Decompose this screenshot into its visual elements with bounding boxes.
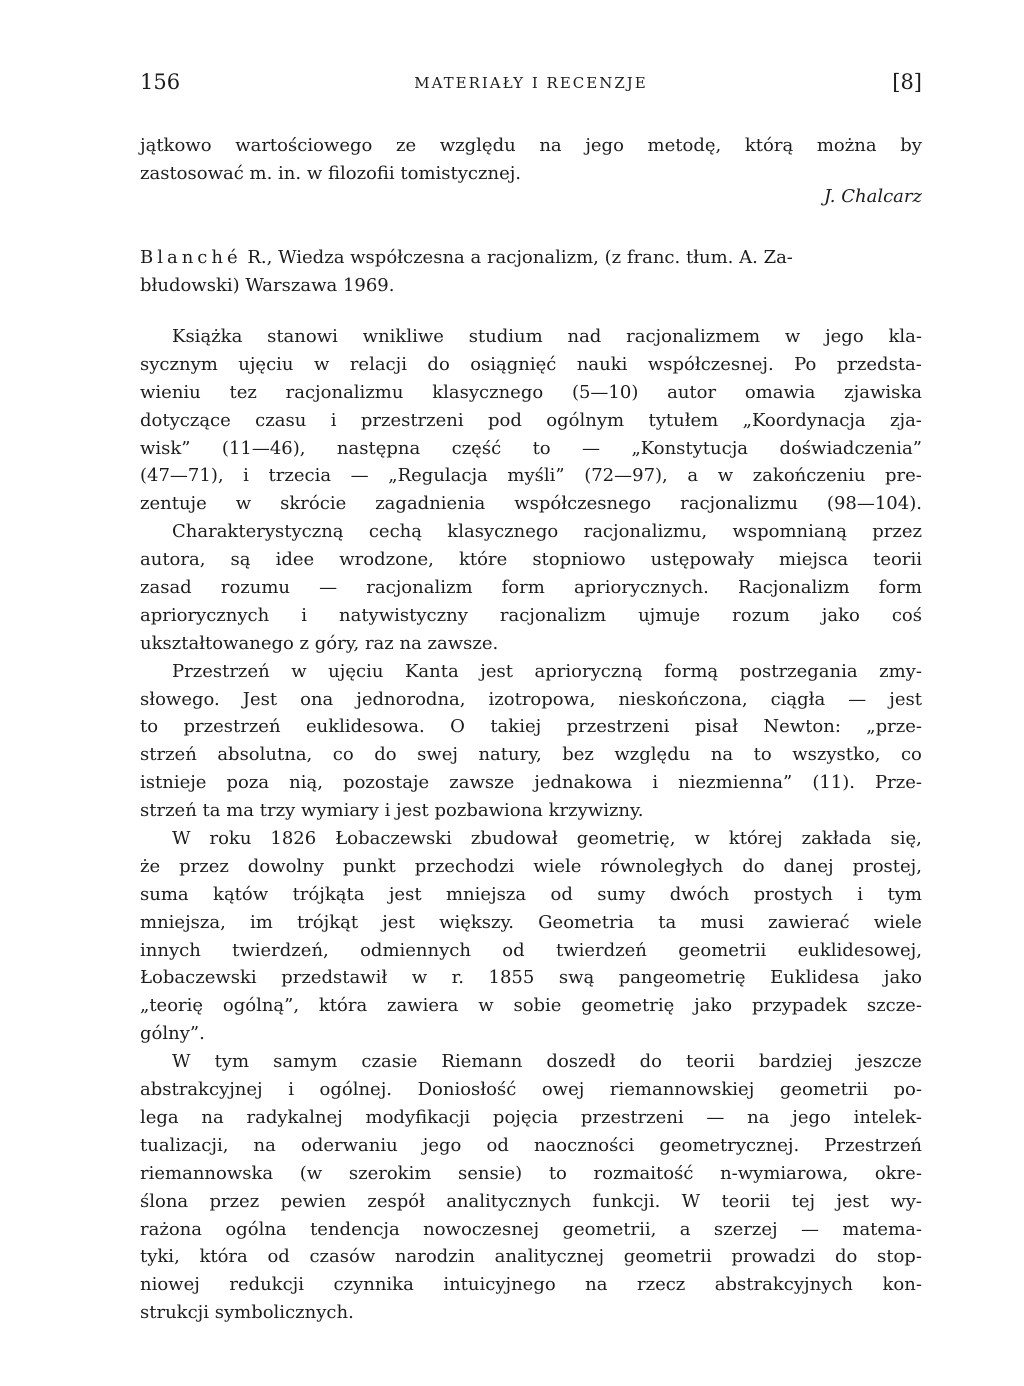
text-line: ślona przez pewien zespół analitycznych funkcji. W teorii tej jest wy- [140, 1190, 922, 1212]
text-line: ukształtowanego z góry, raz na zawsze. [140, 632, 499, 654]
text-line: zastosować m. in. w filozofii tomistycznej. [140, 162, 522, 184]
citation-author: Blanché [140, 247, 242, 268]
previous-review-ending [140, 132, 922, 188]
text-line: zasad rozumu — racjonalizm form apriorycznych. Racjonalizm form [140, 577, 922, 599]
text-line: zentuje w skrócie zagadnienia współczesnego racjonalizmu (98—104). [140, 493, 922, 515]
text-line: tualizacji, na oderwaniu jego od naoczności geometrycznej. Przestrzeń [140, 1134, 922, 1156]
citation-title: R., Wiedza współczesna a racjonalizm, (z franc. tłum. A. Za- [247, 247, 793, 268]
text-line: jątkowo wartościowego ze względu na jego metodę, którą można by [140, 135, 922, 156]
section-marker: [8] [892, 70, 922, 94]
text-line: Charakterystyczną cechą klasycznego racjonalizmu, wspomnianą przez [172, 521, 922, 543]
text-line: autora, są idee wrodzone, które stopniowo ustępowały miejsca teorii [140, 549, 922, 571]
text-line: to przestrzeń euklidesowa. O takiej przestrzeni pisał Newton: „prze- [140, 716, 922, 738]
citation-line-1 [140, 244, 922, 272]
text-line: słowego. Jest ona jednorodna, izotropowa, nieskończona, ciągła — jest [140, 688, 922, 710]
text-line: strzeń absolutna, co do swej natury, bez względu na to wszystko, co [140, 744, 922, 766]
text-line: tyki, która od czasów narodzin analitycznej geometrii prowadzi do stop- [140, 1246, 922, 1268]
text-line: sycznym ujęciu w relacji do osiągnięć nauki współczesnej. Po przedsta- [140, 353, 922, 375]
text-line: suma kątów trójkąta jest mniejsza od sumy dwóch prostych i tym [140, 883, 922, 905]
page-header [140, 68, 922, 98]
text-line: istnieje poza nią, pozostaje zawsze jednakowa i niezmienna” (11). Prze- [140, 772, 922, 794]
text-line: wisk” (11—46), następna część to — „Konstytucja doświadczenia” [140, 437, 922, 459]
text-line: strzeń ta ma trzy wymiary i jest pozbawiona krzywizny. [140, 800, 644, 822]
text-line: W roku 1826 Łobaczewski zbudował geometrię, w której zakłada się, [172, 828, 922, 850]
text-line: wieniu tez racjonalizmu klasycznego (5—10) autor omawia zjawiska [140, 381, 922, 403]
text-line: riemannowska (w szerokim sensie) to rozmaitość n-wymiarowa, okre- [140, 1162, 922, 1184]
text-line: strukcji symbolicznych. [140, 1302, 354, 1324]
text-line: że przez dowolny punkt przechodzi wiele równoległych do danej prostej, [140, 855, 922, 877]
text-line: Przestrzeń w ujęciu Kanta jest aprioryczną formą postrzegania zmy- [172, 660, 922, 682]
text-line: Łobaczewski przedstawił w r. 1855 swą pangeometrię Euklidesa jako [140, 967, 922, 989]
text-line: (47—71), i trzecia — „Regulacja myśli” (72—97), a w zakończeniu pre- [140, 465, 922, 487]
text-line: niowej redukcji czynnika intuicyjnego na rzecz abstrakcyjnych kon- [140, 1274, 922, 1296]
text-line: innych twierdzeń, odmiennych od twierdzeń geometrii euklidesowej, [140, 939, 922, 961]
review-body [140, 323, 922, 1327]
text-line: dotyczące czasu i przestrzeni pod ogólnym tytułem „Koordynacja zja- [140, 409, 922, 431]
text-line: gólny”. [140, 1023, 205, 1045]
citation-line-2: błudowski) Warszawa 1969. [140, 274, 395, 296]
text-line: abstrakcyjnej i ogólnej. Doniosłość owej riemannowskiej geometrii po- [140, 1079, 922, 1101]
text-line: Książka stanowi wnikliwe studium nad racjonalizmem w jego kla- [172, 326, 922, 347]
text-line: rażona ogólna tendencja nowoczesnej geometrii, a szerzej — matema- [140, 1218, 922, 1240]
reviewer-signature: J. Chalcarz [823, 186, 922, 207]
text-line: W tym samym czasie Riemann doszedł do teorii bardziej jeszcze [172, 1051, 922, 1073]
bibliographic-citation [140, 244, 922, 300]
text-line: mniejsza, im trójkąt jest większy. Geometria ta musi zawierać wiele [140, 911, 922, 933]
page-number: 156 [140, 70, 181, 94]
text-line: „teorię ogólną”, która zawiera w sobie geometrię jako przypadek szcze- [140, 995, 922, 1017]
running-title: MATERIAŁY I RECENZJE [414, 74, 648, 92]
text-line: apriorycznych i natywistyczny racjonalizm ujmuje rozum jako coś [140, 604, 922, 626]
text-line: lega na radykalnej modyfikacji pojęcia przestrzeni — na jego intelek- [140, 1106, 922, 1128]
